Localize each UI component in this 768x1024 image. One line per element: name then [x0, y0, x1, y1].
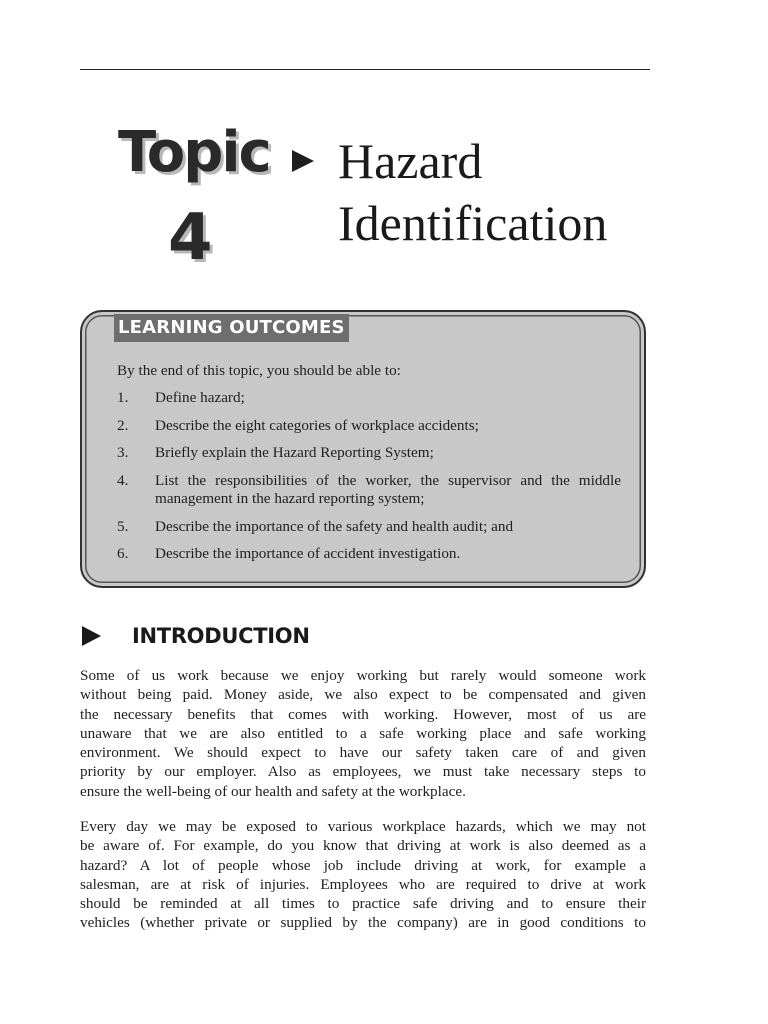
outcome-text: Define hazard;: [155, 389, 245, 406]
introduction-paragraph-1: [80, 666, 646, 801]
outcome-text: Describe the importance of accident investigation.: [155, 545, 461, 562]
top-rule: [80, 69, 650, 70]
paragraph-line: hazard? A lot of people whose job include driving at work, for example a: [80, 856, 646, 874]
topic-label: Topic: [118, 120, 270, 185]
paragraph-line: ensure the well-being of our health and safety at the workplace.: [80, 782, 466, 800]
title-arrow-icon: [292, 150, 314, 172]
topic-number: 4: [168, 201, 213, 275]
outcome-number: 6.: [117, 545, 129, 562]
topic-title-line-1: Hazard: [338, 133, 483, 189]
outcome-number: 3.: [117, 444, 129, 461]
outcome-number: 2.: [117, 417, 129, 434]
introduction-heading: INTRODUCTION: [132, 624, 310, 648]
introduction-paragraph-2: [80, 817, 646, 933]
paragraph-line: priority by our employer. Also as employees, we must take necessary steps to: [80, 763, 646, 781]
outcome-number: 4.: [117, 472, 129, 489]
paragraph-line: Every day we may be exposed to various workplace hazards, which we may not: [80, 818, 646, 835]
paragraph-line: unaware that we are also entitled to a safe working place and safe working: [80, 724, 646, 742]
paragraph-line: environment. We should expect to have our safety taken care of and given: [80, 744, 646, 762]
paragraph-line: salesman, are at risk of injuries. Employees who are required to drive at work: [80, 875, 646, 893]
outcome-number: 5.: [117, 518, 129, 535]
paragraph-line: should be reminded at all times to practice safe driving and to ensure their: [80, 895, 646, 913]
outcome-number: 1.: [117, 389, 129, 406]
paragraph-line: the necessary benefits that comes with working. However, most of us are: [80, 705, 646, 723]
learning-outcomes-intro: By the end of this topic, you should be able to:: [117, 362, 401, 379]
paragraph-line: without being paid. Money aside, we also expect to be compensated and given: [80, 686, 646, 704]
paragraph-line: vehicles (whether private or supplied by the company) are in good conditions to: [80, 914, 646, 932]
outcome-text: Describe the eight categories of workplace accidents;: [155, 417, 479, 434]
learning-outcomes-header: LEARNING OUTCOMES: [114, 314, 349, 342]
paragraph-line: be aware of. For example, do you know that driving at work is also deemed as a: [80, 837, 646, 855]
outcome-text: Describe the importance of the safety and health audit; and: [155, 518, 514, 535]
introduction-arrow-icon: [82, 626, 101, 646]
outcome-text: List the responsibilities of the worker, the supervisor and the middle management in the hazard reporting system;: [155, 472, 621, 507]
outcome-text: Briefly explain the Hazard Reporting System;: [155, 444, 434, 461]
topic-title-line-2: Identification: [338, 195, 608, 251]
paragraph-line: Some of us work because we enjoy working but rarely would someone work: [80, 667, 646, 684]
